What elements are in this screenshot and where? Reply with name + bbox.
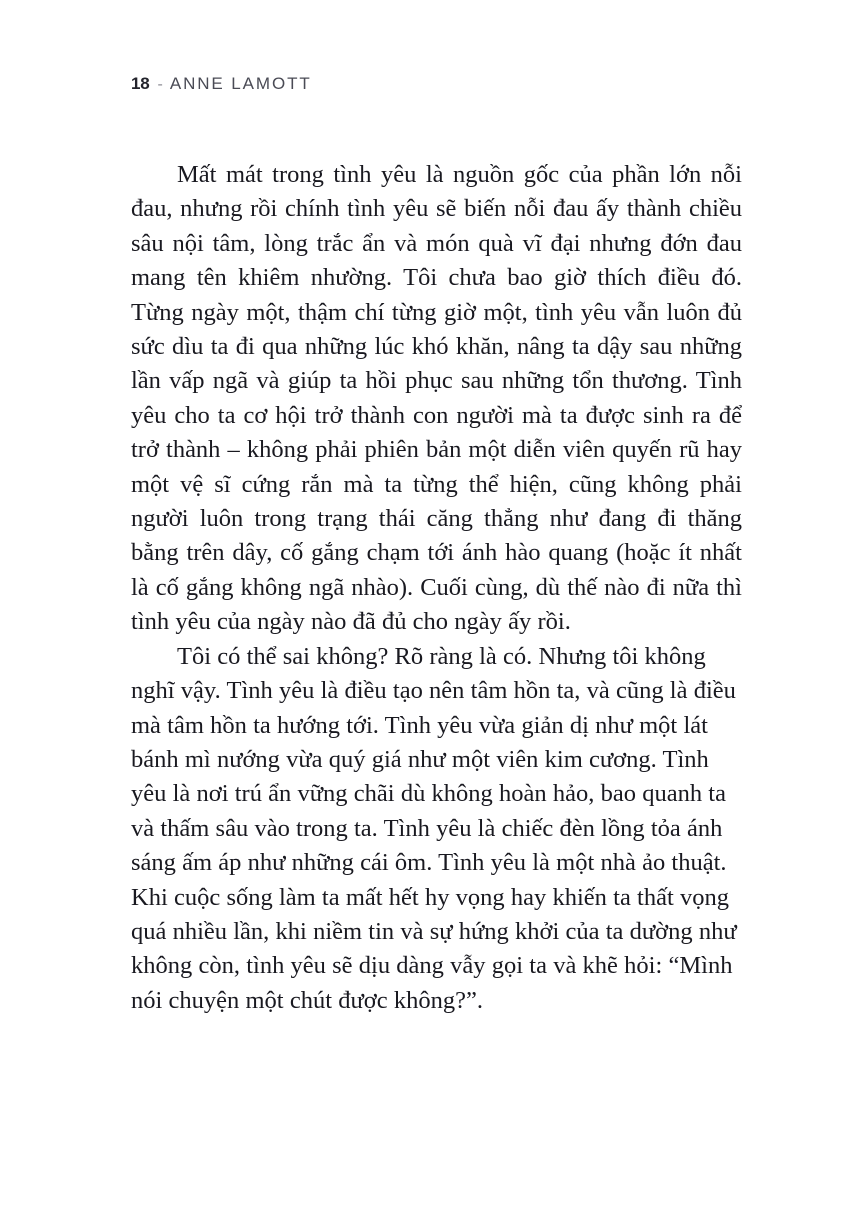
- running-head-separator: -: [157, 76, 163, 93]
- running-head: [131, 74, 312, 94]
- body-text-block: [131, 158, 742, 1018]
- paragraph-2: Tôi có thể sai không? Rõ ràng là có. Nhưng tôi không nghĩ vậy. Tình yêu là điều tạo nên tâm hồn ta, và cũng là điều mà tâm hồn ta hướng tới. Tình yêu vừa giản dị như một lát bánh mì nướng vừa quý giá như một viên kim cương. Tình yêu là nơi trú ẩn vững chãi dù không hoàn hảo, bao quanh ta và thấm sâu vào trong ta. Tình yêu là chiếc đèn lồng tỏa ánh sáng ấm áp như những cái ôm. Tình yêu là một nhà ảo thuật. Khi cuộc sống làm ta mất hết hy vọng hay khiến ta thất vọng quá nhiều lần, khi niềm tin và sự hứng khởi của ta dường như không còn, tình yêu sẽ dịu dàng vẫy gọi ta và khẽ hỏi: “Mình nói chuyện một chút được không?”.: [131, 642, 737, 1014]
- paragraph-1: Mất mát trong tình yêu là nguồn gốc của phần lớn nỗi đau, nhưng rồi chính tình yêu sẽ biến nỗi đau ấy thành chiều sâu nội tâm, lòng trắc ẩn và món quà vĩ đại nhưng đớn đau mang tên khiêm nhường. Tôi chưa bao giờ thích điều đó. Từng ngày một, thậm chí từng giờ một, tình yêu vẫn luôn đủ sức dìu ta đi qua những lúc khó khăn, nâng ta dậy sau những lần vấp ngã và giúp ta hồi phục sau những tổn thương. Tình yêu cho ta cơ hội trở thành con người mà ta được sinh ra để trở thành – không phải phiên bản một diễn viên quyến rũ hay một vệ sĩ cứng rắn mà ta từng thể hiện, cũng không phải người luôn trong trạng thái căng thẳng như đang đi thăng bằng trên dây, cố gắng chạm tới ánh hào quang (hoặc ít nhất là cố gắng không ngã nhào). Cuối cùng, dù thế nào đi nữa thì tình yêu của ngày nào đã đủ cho ngày ấy rồi.: [131, 161, 742, 636]
- page-number: 18: [131, 74, 150, 93]
- running-head-author: ANNE LAMOTT: [169, 74, 312, 93]
